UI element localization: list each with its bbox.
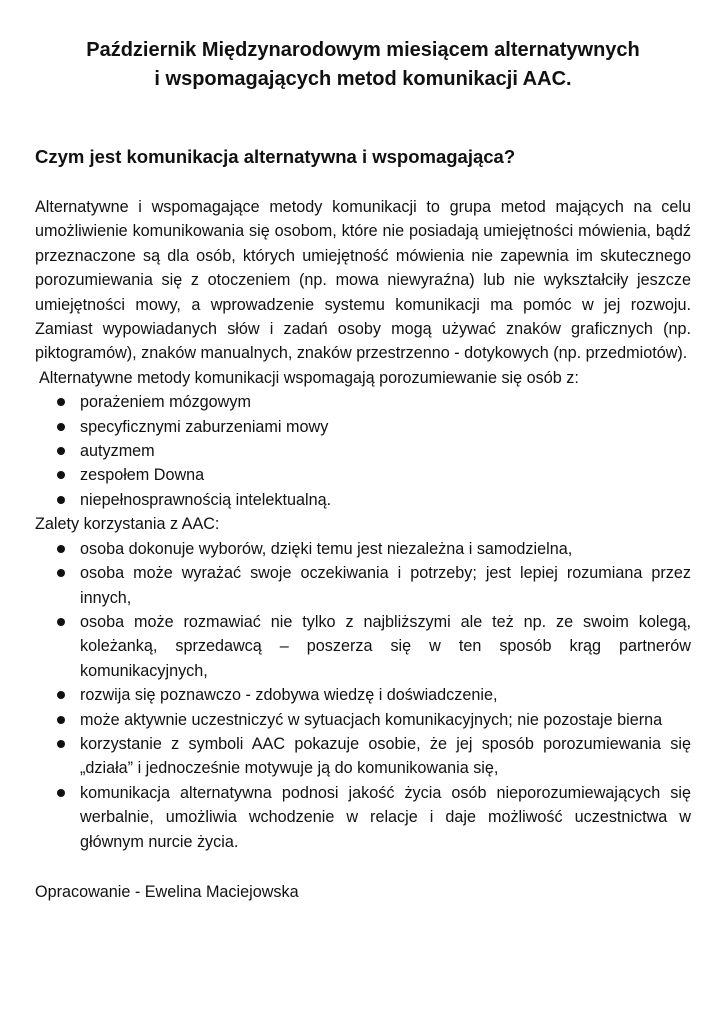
list-item-text: komunikacja alternatywna podnosi jakość życia osób nieporozumiewających się werbalnie, umożliwia wchodzenie w relacje i daje możliwość uczestnictwa w głównym nurcie życia. (80, 783, 691, 851)
list-item-text: porażeniem mózgowym (80, 393, 251, 412)
list-item-text: zespołem Downa (80, 466, 205, 485)
section-heading: Czym jest komunikacja alternatywna i wspomagająca? (35, 146, 516, 167)
list-item (35, 708, 691, 732)
list-item (35, 683, 691, 707)
bullet-icon (57, 545, 65, 553)
bullet-icon (57, 471, 65, 479)
title-line-1: Październik Międzynarodowym miesiącem alternatywnych (86, 39, 640, 61)
bullet-icon (57, 447, 65, 455)
list-item-text: rozwija się poznawczo - zdobywa wiedzę i doświadczenie, (80, 686, 498, 705)
list-item (35, 610, 691, 683)
list-item-text: osoba dokonuje wyborów, dzięki temu jest niezależna i samodzielna, (80, 539, 573, 558)
list-item-text: osoba może rozmawiać nie tylko z najbliższymi ale też np. ze swoim kolegą, koleżanką, sprzedawcą – poszerza się w ten sposób krąg partnerów komunikacyjnych, (80, 612, 691, 680)
bullet-icon (57, 740, 65, 748)
list-item (35, 561, 691, 610)
list-item-text: korzystanie z symboli AAC pokazuje osobie, że jej sposób porozumiewania się „działa” i jednocześnie motywuje ją do komunikowania się, (80, 734, 691, 778)
list-item (35, 463, 691, 487)
bullet-icon (57, 496, 65, 504)
bullet-icon (57, 716, 65, 724)
groups-list (35, 390, 691, 512)
list-item-text: osoba może wyrażać swoje oczekiwania i potrzeby; jest lepiej rozumiana przez innych, (80, 564, 691, 607)
list-item (35, 732, 691, 781)
bullet-icon (57, 398, 65, 406)
page-title (35, 36, 691, 94)
list-item-text: niepełnosprawnością intelektualną. (80, 490, 332, 509)
bullet-icon (57, 618, 65, 626)
document-page (35, 36, 691, 904)
bullet-icon (57, 423, 65, 431)
list-item (35, 537, 691, 561)
benefits-list (35, 537, 691, 854)
list-item (35, 439, 691, 463)
bullet-icon (57, 569, 65, 577)
title-line-2: i wspomagających metod komunikacji AAC. (154, 68, 572, 90)
definition-paragraph: Alternatywne i wspomagające metody komunikacji to grupa metod mających na celu umożliwienie komunikowania się osobom, które nie posiadają umiejętności mówienia, bądź przeznaczone są dla osób, których umiejętność mówienia nie zapewnia im skutecznego porozumiewania się z otoczeniem (np. mowa niewyraźna) lub nie wykształciły jeszcze umiejętności mowy, a wprowadzenie systemu komunikacji ma pomóc w jej rozwoju. Zamiast wypowiadanych słów i zadań osoby mogą używać znaków graficznych (np. piktogramów), znaków manualnych, znaków przestrzenno - dotykowych (np. przedmiotów). (35, 198, 691, 363)
list-item-text: może aktywnie uczestniczyć w sytuacjach komunikacyjnych; nie pozostaje bierna (80, 710, 663, 729)
groups-intro: Alternatywne metody komunikacji wspomagają porozumiewanie się osób z: (39, 368, 579, 387)
list-item (35, 390, 691, 414)
author-credit: Opracowanie - Ewelina Maciejowska (35, 882, 299, 901)
bullet-icon (57, 789, 65, 797)
benefits-intro: Zalety korzystania z AAC: (35, 515, 220, 534)
bullet-icon (57, 691, 65, 699)
list-item-text: specyficznymi zaburzeniami mowy (80, 417, 329, 436)
list-item (35, 415, 691, 439)
list-item-text: autyzmem (80, 442, 155, 461)
list-item (35, 488, 691, 512)
list-item (35, 781, 691, 854)
